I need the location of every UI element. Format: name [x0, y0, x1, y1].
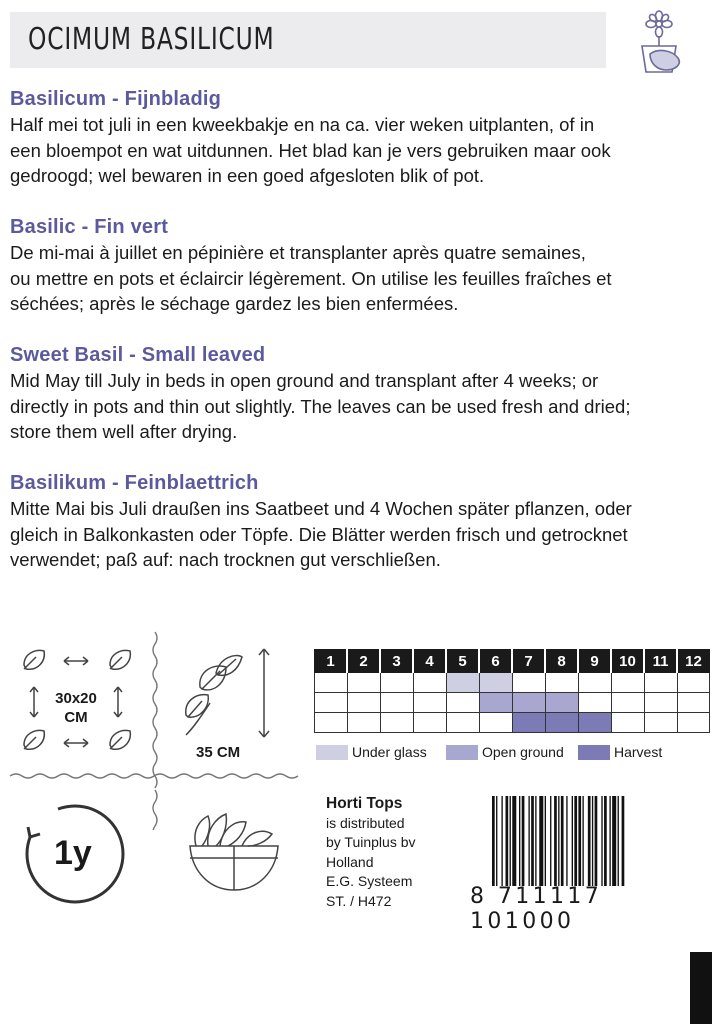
barcode-bar: [595, 796, 598, 886]
text-line: Mid May till July in beds in open ground and transplant after 4 weeks; or: [10, 370, 599, 391]
calendar-cell: [545, 693, 578, 713]
calendar-cell: [578, 673, 611, 693]
calendar-cell: [380, 713, 413, 733]
barcode-bar: [550, 796, 551, 886]
calendar-cell: [380, 673, 413, 693]
section-english: [10, 344, 710, 445]
calendar-cell: [479, 713, 512, 733]
text-line: ou mettre en pots et éclaircir légèrement. On utilise les feuilles fraîches et: [10, 267, 612, 289]
calendar-cell: [512, 693, 545, 713]
section-heading: Sweet Basil - Small leaved: [10, 344, 266, 366]
calendar-cell: [611, 673, 644, 693]
barcode-bar: [512, 796, 516, 886]
calendar-cell: [611, 713, 644, 733]
calendar-cell: [413, 713, 446, 733]
barcode-bar: [506, 796, 509, 886]
calendar-cell: [677, 713, 710, 733]
calendar-cell: [315, 713, 348, 733]
barcode-bar: [566, 796, 567, 886]
barcode-bar: [582, 796, 583, 886]
distributor-info: [326, 794, 416, 911]
legend-swatch-under: [316, 745, 348, 760]
month-3: 3: [380, 650, 413, 673]
month-10: 10: [611, 650, 644, 673]
month-8: 8: [545, 650, 578, 673]
page-title: OCIMUM BASILICUM: [28, 22, 275, 57]
calendar-cell: [413, 673, 446, 693]
barcode-bar: [510, 796, 511, 886]
calendar-month-row: [315, 650, 710, 673]
legend-label-harvest: Harvest: [614, 744, 663, 760]
section-heading: Basilikum - Feinblaettrich: [10, 472, 259, 494]
calendar-cell: [677, 673, 710, 693]
text-line: De mi-mai à juillet en pépinière et transplanter après quatre semaines,: [10, 242, 586, 263]
calendar-cell: [545, 713, 578, 733]
month-4: 4: [413, 650, 446, 673]
calendar-cell: [578, 713, 611, 733]
section-german: [10, 472, 710, 573]
section-heading: Basilicum - Fijnbladig: [10, 88, 222, 110]
calendar-cell: [446, 713, 479, 733]
month-7: 7: [512, 650, 545, 673]
text-line: Mitte Mai bis Juli draußen ins Saatbeet und 4 Wochen später pflanzen, oder: [10, 498, 632, 519]
barcode-bar: [558, 796, 559, 886]
barcode-bar: [539, 796, 543, 886]
distributor-line: E.G. Systeem: [326, 873, 413, 889]
text-line: verwendet; paß auf: nach trocknen gut verschließen.: [10, 549, 441, 571]
barcode: [492, 796, 702, 886]
text-line: store them well after drying.: [10, 421, 238, 443]
text-line: directly in pots and thin out slightly. The leaves can be used fresh and dried;: [10, 395, 631, 417]
calendar-cell: [611, 693, 644, 713]
legend-harvest: [578, 744, 662, 760]
month-6: 6: [479, 650, 512, 673]
barcode-bar: [588, 796, 591, 886]
barcode-bar: [574, 796, 577, 886]
calendar-cell: [347, 673, 380, 693]
brand-name: Horti Tops: [326, 795, 403, 812]
print-mark: [690, 952, 712, 1024]
barcode-bar: [522, 796, 525, 886]
section-text: [10, 112, 710, 189]
section-french: [10, 216, 710, 317]
calendar-row-open-ground: [315, 693, 710, 713]
barcode-bar: [496, 796, 497, 886]
distributor-line: ST. / H472: [326, 892, 392, 909]
ean-group-2: 101000: [470, 909, 575, 934]
barcode-bar: [592, 796, 593, 886]
month-1: 1: [315, 650, 348, 673]
flower-pot-icon: [628, 6, 690, 76]
lifecycle-label: 1y: [54, 834, 92, 872]
barcode-bar: [604, 796, 607, 886]
legend-label-under: Under glass: [352, 744, 427, 760]
text-line: gleich in Balkonkasten oder Töpfe. Die Blätter werden frisch und getrocknet: [10, 523, 628, 545]
calendar-cell: [446, 673, 479, 693]
calendar-row-harvest: [315, 713, 710, 733]
section-dutch: [10, 88, 710, 189]
barcode-bar: [578, 796, 581, 886]
calendar-cell: [479, 693, 512, 713]
legend-swatch-harvest: [578, 745, 610, 760]
text-line: een bloempot en wat uitdunnen. Het blad kan je vers gebruiken maar ook: [10, 139, 611, 161]
section-heading: Basilic - Fin vert: [10, 216, 169, 238]
calendar-cell: [644, 693, 677, 713]
calendar-row-under-glass: [315, 673, 710, 693]
barcode-bar: [609, 796, 610, 886]
month-11: 11: [644, 650, 677, 673]
barcode-bar: [601, 796, 602, 886]
legend-under-glass: [316, 744, 427, 760]
calendar-cell: [446, 693, 479, 713]
harvest-bowl-icon: [186, 800, 286, 900]
barcode-bar: [622, 796, 625, 886]
spacing-label-line2: CM: [64, 709, 88, 726]
section-text: [10, 368, 710, 445]
plant-height-icon: [180, 645, 280, 745]
calendar-cell: [380, 693, 413, 713]
sowing-calendar: [314, 649, 710, 733]
distributor-line: by Tuinplus bv: [326, 834, 416, 850]
section-text: [10, 496, 710, 573]
barcode-bar: [618, 796, 619, 886]
ean-number: [470, 884, 715, 934]
month-9: 9: [578, 650, 611, 673]
calendar-cell: [644, 673, 677, 693]
calendar-cell: [644, 713, 677, 733]
distributor-line: is distributed: [326, 814, 405, 831]
legend-label-open: Open ground: [482, 744, 564, 760]
barcode-bar: [545, 796, 546, 886]
calendar-cell: [479, 673, 512, 693]
calendar-cell: [347, 713, 380, 733]
month-12: 12: [677, 650, 710, 673]
calendar-cell: [315, 673, 348, 693]
distributor-line: Holland: [326, 853, 374, 870]
text-line: gedroogd; wel bewaren in een goed afgesloten blik of pot.: [10, 165, 485, 187]
barcode-bar: [531, 796, 534, 886]
calendar-cell: [545, 673, 578, 693]
month-5: 5: [446, 650, 479, 673]
barcode-bar: [561, 796, 564, 886]
calendar-cell: [413, 693, 446, 713]
barcode-bar: [519, 796, 520, 886]
barcode-bar: [501, 796, 502, 886]
calendar-cell: [315, 693, 348, 713]
legend-swatch-open: [446, 745, 478, 760]
text-line: Half mei tot juli in een kweekbakje en na ca. vier weken uitplanten, of in: [10, 114, 595, 135]
height-label: 35 CM: [196, 744, 241, 761]
spacing-label: [46, 689, 106, 727]
calendar-cell: [347, 693, 380, 713]
ean-first-digit: 8: [470, 884, 488, 909]
section-text: [10, 240, 710, 317]
barcode-bar: [612, 796, 616, 886]
barcode-bar: [528, 796, 529, 886]
barcode-bar: [535, 796, 536, 886]
barcode-bar: [554, 796, 557, 886]
legend-open-ground: [446, 744, 564, 760]
barcode-bar: [572, 796, 573, 886]
barcode-bar: [492, 796, 495, 886]
calendar-cell: [578, 693, 611, 713]
month-2: 2: [347, 650, 380, 673]
spacing-label-line1: 30x20: [55, 690, 97, 707]
text-line: séchées; après le séchage gardez les bien enfermées.: [10, 293, 459, 315]
calendar-cell: [512, 713, 545, 733]
calendar-cell: [677, 693, 710, 713]
ean-group-1: 711117: [497, 884, 603, 909]
calendar-cell: [512, 673, 545, 693]
